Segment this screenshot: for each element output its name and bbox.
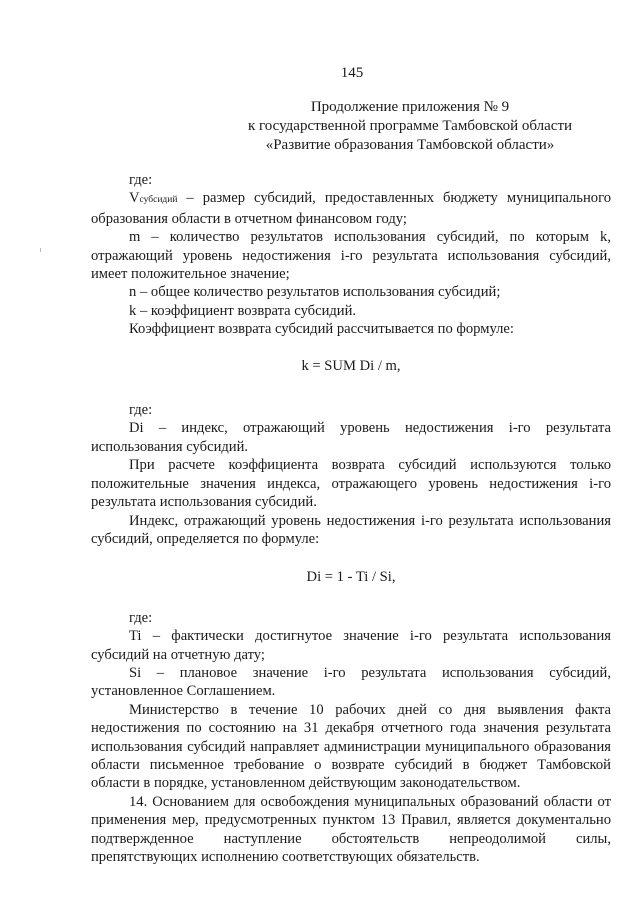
where-label-1: где: xyxy=(129,172,153,188)
document-body xyxy=(91,171,611,866)
page-number: 145 xyxy=(340,65,364,81)
formula-di: Di = 1 - Ti / Si, xyxy=(306,569,396,586)
v-subscript: субсидий xyxy=(139,195,178,206)
formula-k: k = SUM Di / m, xyxy=(301,357,401,374)
di-definition: Di – индекс, отражающий уровень недостижения i-го результата использования субсидий. xyxy=(91,420,611,455)
header-line-1: Продолжение приложения № 9 xyxy=(310,99,510,115)
calculation-note: При расчете коэффициента возврата субсидий используются только положительные значения индекса, отражающего уровень недостижения i-го результата использования субсидий. xyxy=(91,457,611,511)
ti-definition: Ti – фактически достигнутое значение i-го результата использования субсидий на отчетную дату; xyxy=(91,628,611,663)
item-14-paragraph: 14. Основанием для освобождения муниципальных образований области от применения мер, предусмотренных пунктом 13 Правил, является документально подтвержденное наступление обстоятельств непреодолимой силы, препятствующих исполнению соответствующих обязательств. xyxy=(91,793,611,865)
appendix-header xyxy=(220,98,600,155)
k-definition: k – коэффициент возврата субсидий. xyxy=(129,302,357,319)
v-definition-text: – размер субсидий, предоставленных бюджету муниципального образования области в отчетном финансовом году; xyxy=(91,190,611,227)
m-definition: m – количество результатов использования субсидий, по которым k, отражающий уровень недостижения i-го результата использования субсидий, имеет положительное значение; xyxy=(91,229,611,283)
index-definition: Индекс, отражающий уровень недостижения i-го результата использования субсидий, определяется по формуле: xyxy=(91,512,611,547)
ministry-paragraph: Министерство в течение 10 рабочих дней со дня выявления факта недостижения по состоянию на 31 декабря отчетного года значения результата использования субсидий направляет администрации муниципального образования области письменное требование о возврате субсидий в бюджет Тамбовской области в порядке, установленном действующим законодательством. xyxy=(91,701,611,792)
v-definition xyxy=(91,189,611,228)
margin-mark xyxy=(40,248,41,252)
formula-intro: Коэффициент возврата субсидий рассчитывается по формуле: xyxy=(129,321,514,338)
where-label-2: где: xyxy=(129,402,153,419)
where-label-3: где: xyxy=(129,609,153,626)
header-line-3: «Развитие образования Тамбовской области» xyxy=(265,137,555,153)
si-definition: Si – плановое значение i-го результата использования субсидий, установленное Соглашением. xyxy=(91,664,611,700)
n-definition: n – общее количество результатов использования субсидий; xyxy=(129,284,501,301)
v-variable: V xyxy=(129,190,140,207)
header-line-2: к государственной программе Тамбовской области xyxy=(247,118,573,134)
